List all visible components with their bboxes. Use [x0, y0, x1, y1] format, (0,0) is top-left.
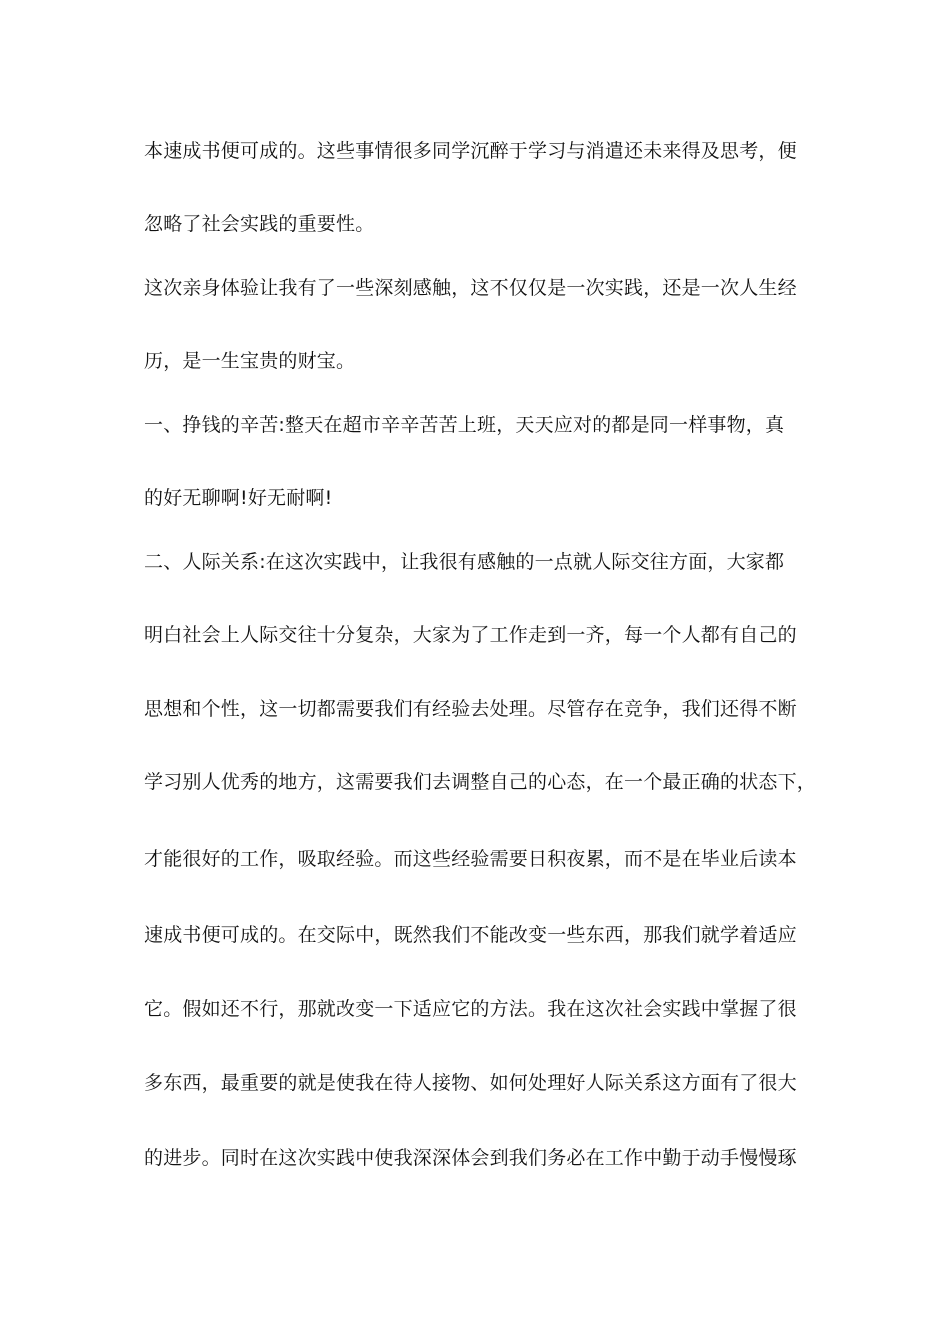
text-line: 多东西，最重要的就是使我在待人接物、如何处理好人际关系这方面有了很大 [144, 1072, 797, 1094]
text-line: 它。假如还不行，那就改变一下适应它的方法。我在这次社会实践中掌握了很 [144, 998, 797, 1020]
text-line: 的进步。同时在这次实践中使我深深体会到我们务必在工作中勤于动手慢慢琢 [144, 1147, 797, 1169]
text-line: 忽略了社会实践的重要性。 [144, 213, 375, 235]
text-line: 一、挣钱的辛苦:整天在超市辛辛苦苦上班，天天应对的都是同一样事物，真 [144, 414, 785, 436]
text-line: 思想和个性，这一切都需要我们有经验去处理。尽管存在竞争，我们还得不断 [144, 698, 797, 720]
text-line: 本速成书便可成的。这些事情很多同学沉醉于学习与消遣还未来得及思考，便 [144, 140, 797, 162]
text-line: 明白社会上人际交往十分复杂，大家为了工作走到一齐，每一个人都有自己的 [144, 624, 797, 646]
text-line: 的好无聊啊!好无耐啊! [144, 487, 333, 509]
text-line: 才能很好的工作，吸取经验。而这些经验需要日积夜累，而不是在毕业后读本 [144, 848, 797, 870]
text-line: 这次亲身体验让我有了一些深刻感触，这不仅仅是一次实践，还是一次人生经 [144, 277, 797, 299]
text-line: 二、人际关系:在这次实践中，让我很有感触的一点就人际交往方面，大家都 [144, 551, 785, 573]
text-line: 学习别人优秀的地方，这需要我们去调整自己的心态，在一个最正确的状态下， [144, 771, 817, 793]
text-line: 速成书便可成的。在交际中，既然我们不能改变一些东西，那我们就学着适应 [144, 924, 797, 946]
text-line: 历，是一生宝贵的财宝。 [144, 350, 356, 372]
